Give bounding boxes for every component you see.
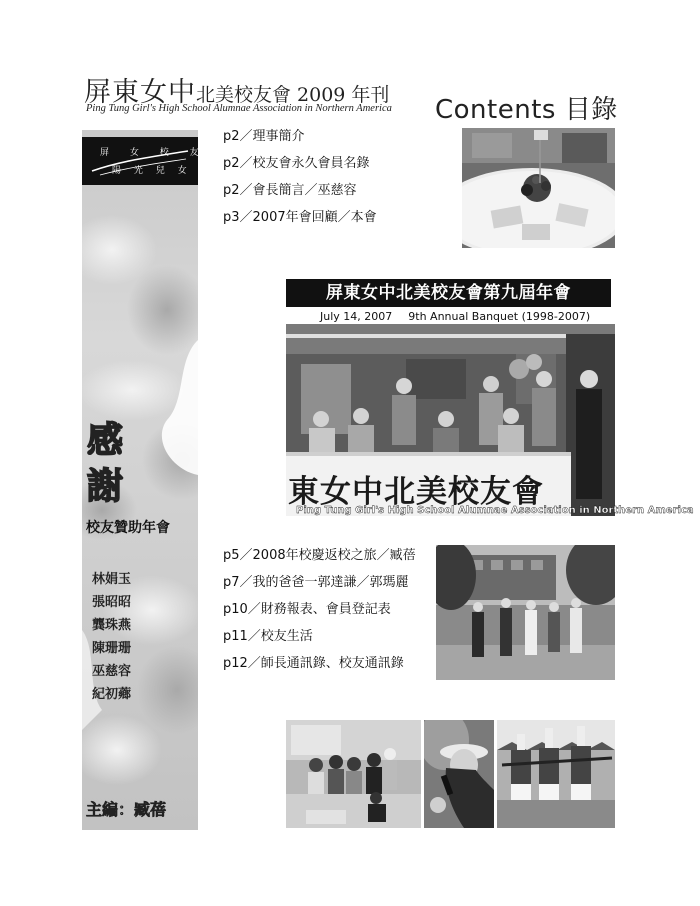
banquet-caption bbox=[320, 310, 590, 323]
donor-name: 紀初薌 bbox=[92, 687, 132, 702]
donor-name: 林娟玉 bbox=[92, 572, 132, 587]
toc-entry[interactable]: p2／理事簡介 bbox=[223, 129, 305, 144]
toc-bottom-list bbox=[223, 542, 416, 677]
group-seated-photo bbox=[286, 720, 421, 828]
yearbook-name: 北美校友會 2009 年刊 bbox=[196, 84, 390, 106]
band-photo bbox=[497, 720, 615, 828]
donor-name: 龔珠燕 bbox=[92, 618, 132, 633]
school-logo bbox=[82, 137, 208, 185]
tablecloth-english: Ping Tung Girl's High School Alumnae Association in Northern America bbox=[296, 505, 694, 516]
toc-entry[interactable]: p10／財務報表、會員登記表 bbox=[223, 602, 391, 617]
editor-credit: 主編：臧蓓 bbox=[86, 800, 167, 819]
toc-entry[interactable]: p11／校友生活 bbox=[223, 629, 313, 644]
donor-name: 巫慈容 bbox=[92, 664, 132, 679]
donor-name: 張昭昭 bbox=[92, 595, 132, 610]
toc-entry[interactable]: p12／師長通訊錄、校友通訊錄 bbox=[223, 656, 404, 671]
sponsor-subtitle: 校友贊助年會 bbox=[86, 520, 170, 536]
toc-entry[interactable]: p2／會長簡言／巫慈容 bbox=[223, 183, 357, 198]
donor-name: 陳珊珊 bbox=[92, 641, 132, 656]
centerpiece-photo bbox=[462, 128, 615, 248]
donor-list bbox=[92, 568, 131, 706]
masthead-subtitle: Ping Tung Girl's High School Alumnae Association in Northern America bbox=[86, 103, 392, 114]
campus-photo bbox=[436, 545, 615, 680]
banquet-banner: 屏東女中北美校友會第九屆年會 bbox=[286, 279, 611, 307]
school-name: 屏東女中 bbox=[84, 77, 196, 108]
banquet-event: 9th Annual Banquet (1998-2007) bbox=[408, 310, 591, 323]
logo-line-1: 屏 女 校 友 bbox=[100, 148, 208, 158]
toc-top-list bbox=[223, 123, 377, 231]
toc-entry[interactable]: p7／我的爸爸一郭達謙／郭瑪麗 bbox=[223, 575, 409, 590]
toc-entry[interactable]: p3／2007年會回顧／本會 bbox=[223, 210, 377, 225]
banquet-date: July 14, 2007 bbox=[320, 310, 393, 323]
singer-photo bbox=[424, 720, 494, 828]
contents-heading: Contents 目錄 bbox=[435, 95, 618, 125]
thanks-heading-1: 感 bbox=[87, 420, 124, 461]
thanks-heading-2: 謝 bbox=[87, 466, 124, 507]
logo-line-2: 陽 光 兒 女 bbox=[112, 166, 192, 176]
toc-entry[interactable]: p5／2008年校慶返校之旅／臧蓓 bbox=[223, 548, 416, 563]
tablecloth-text: 東女中北美校友會 bbox=[288, 474, 544, 510]
toc-entry[interactable]: p2／校友會永久會員名錄 bbox=[223, 156, 370, 171]
